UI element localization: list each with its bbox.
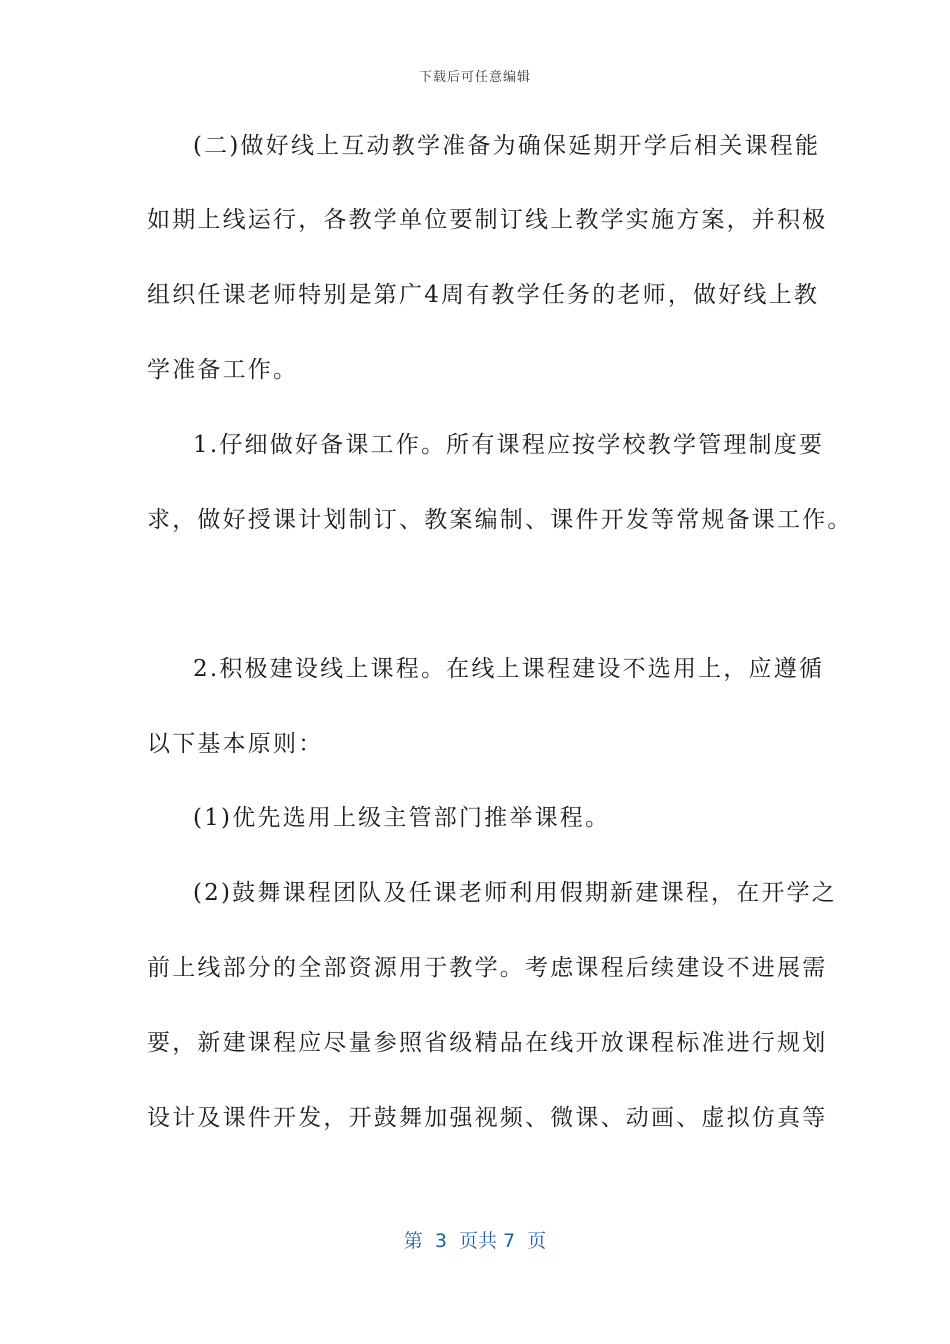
page-number-footer: 第 3 页共 7 页 bbox=[403, 1230, 547, 1252]
page-header: 下载后可任意编辑 bbox=[418, 70, 531, 85]
paragraph-line: 要，新建课程应尽量参照省级精品在线开放课程标准进行规划 bbox=[147, 1030, 828, 1056]
paragraph-line: 组织任课老师特别是第广4周有教学任务的老师，做好线上教 bbox=[147, 282, 820, 308]
paragraph-line: 2.积极建设线上课程。在线上课程建设不选用上，应遵循 bbox=[193, 656, 825, 682]
paragraph-line: 学准备工作。 bbox=[147, 357, 299, 383]
paragraph-line: 设计及课件开发，开鼓舞加强视频、微课、动画、虚拟仿真等 bbox=[147, 1105, 828, 1131]
paragraph-line: 1.仔细做好备课工作。所有课程应按学校教学管理制度要 bbox=[193, 432, 825, 458]
paragraph-line: 如期上线运行，各教学单位要制订线上教学实施方案，并积极 bbox=[147, 207, 828, 233]
paragraph-line: (二)做好线上互动教学准备为确保延期开学后相关课程能 bbox=[193, 133, 821, 159]
paragraph-line: 求，做好授课计划制订、教案编制、课件开发等常规备课工作。 bbox=[147, 507, 853, 533]
paragraph-line: (2)鼓舞课程团队及任课老师利用假期新建课程，在开学之 bbox=[193, 880, 837, 906]
paragraph-line: 前上线部分的全部资源用于教学。考虑课程后续建设不进展需 bbox=[147, 955, 828, 981]
paragraph-line: 以下基本原则： bbox=[147, 731, 324, 757]
paragraph-line: (1)优先选用上级主管部门推举课程。 bbox=[193, 805, 611, 831]
